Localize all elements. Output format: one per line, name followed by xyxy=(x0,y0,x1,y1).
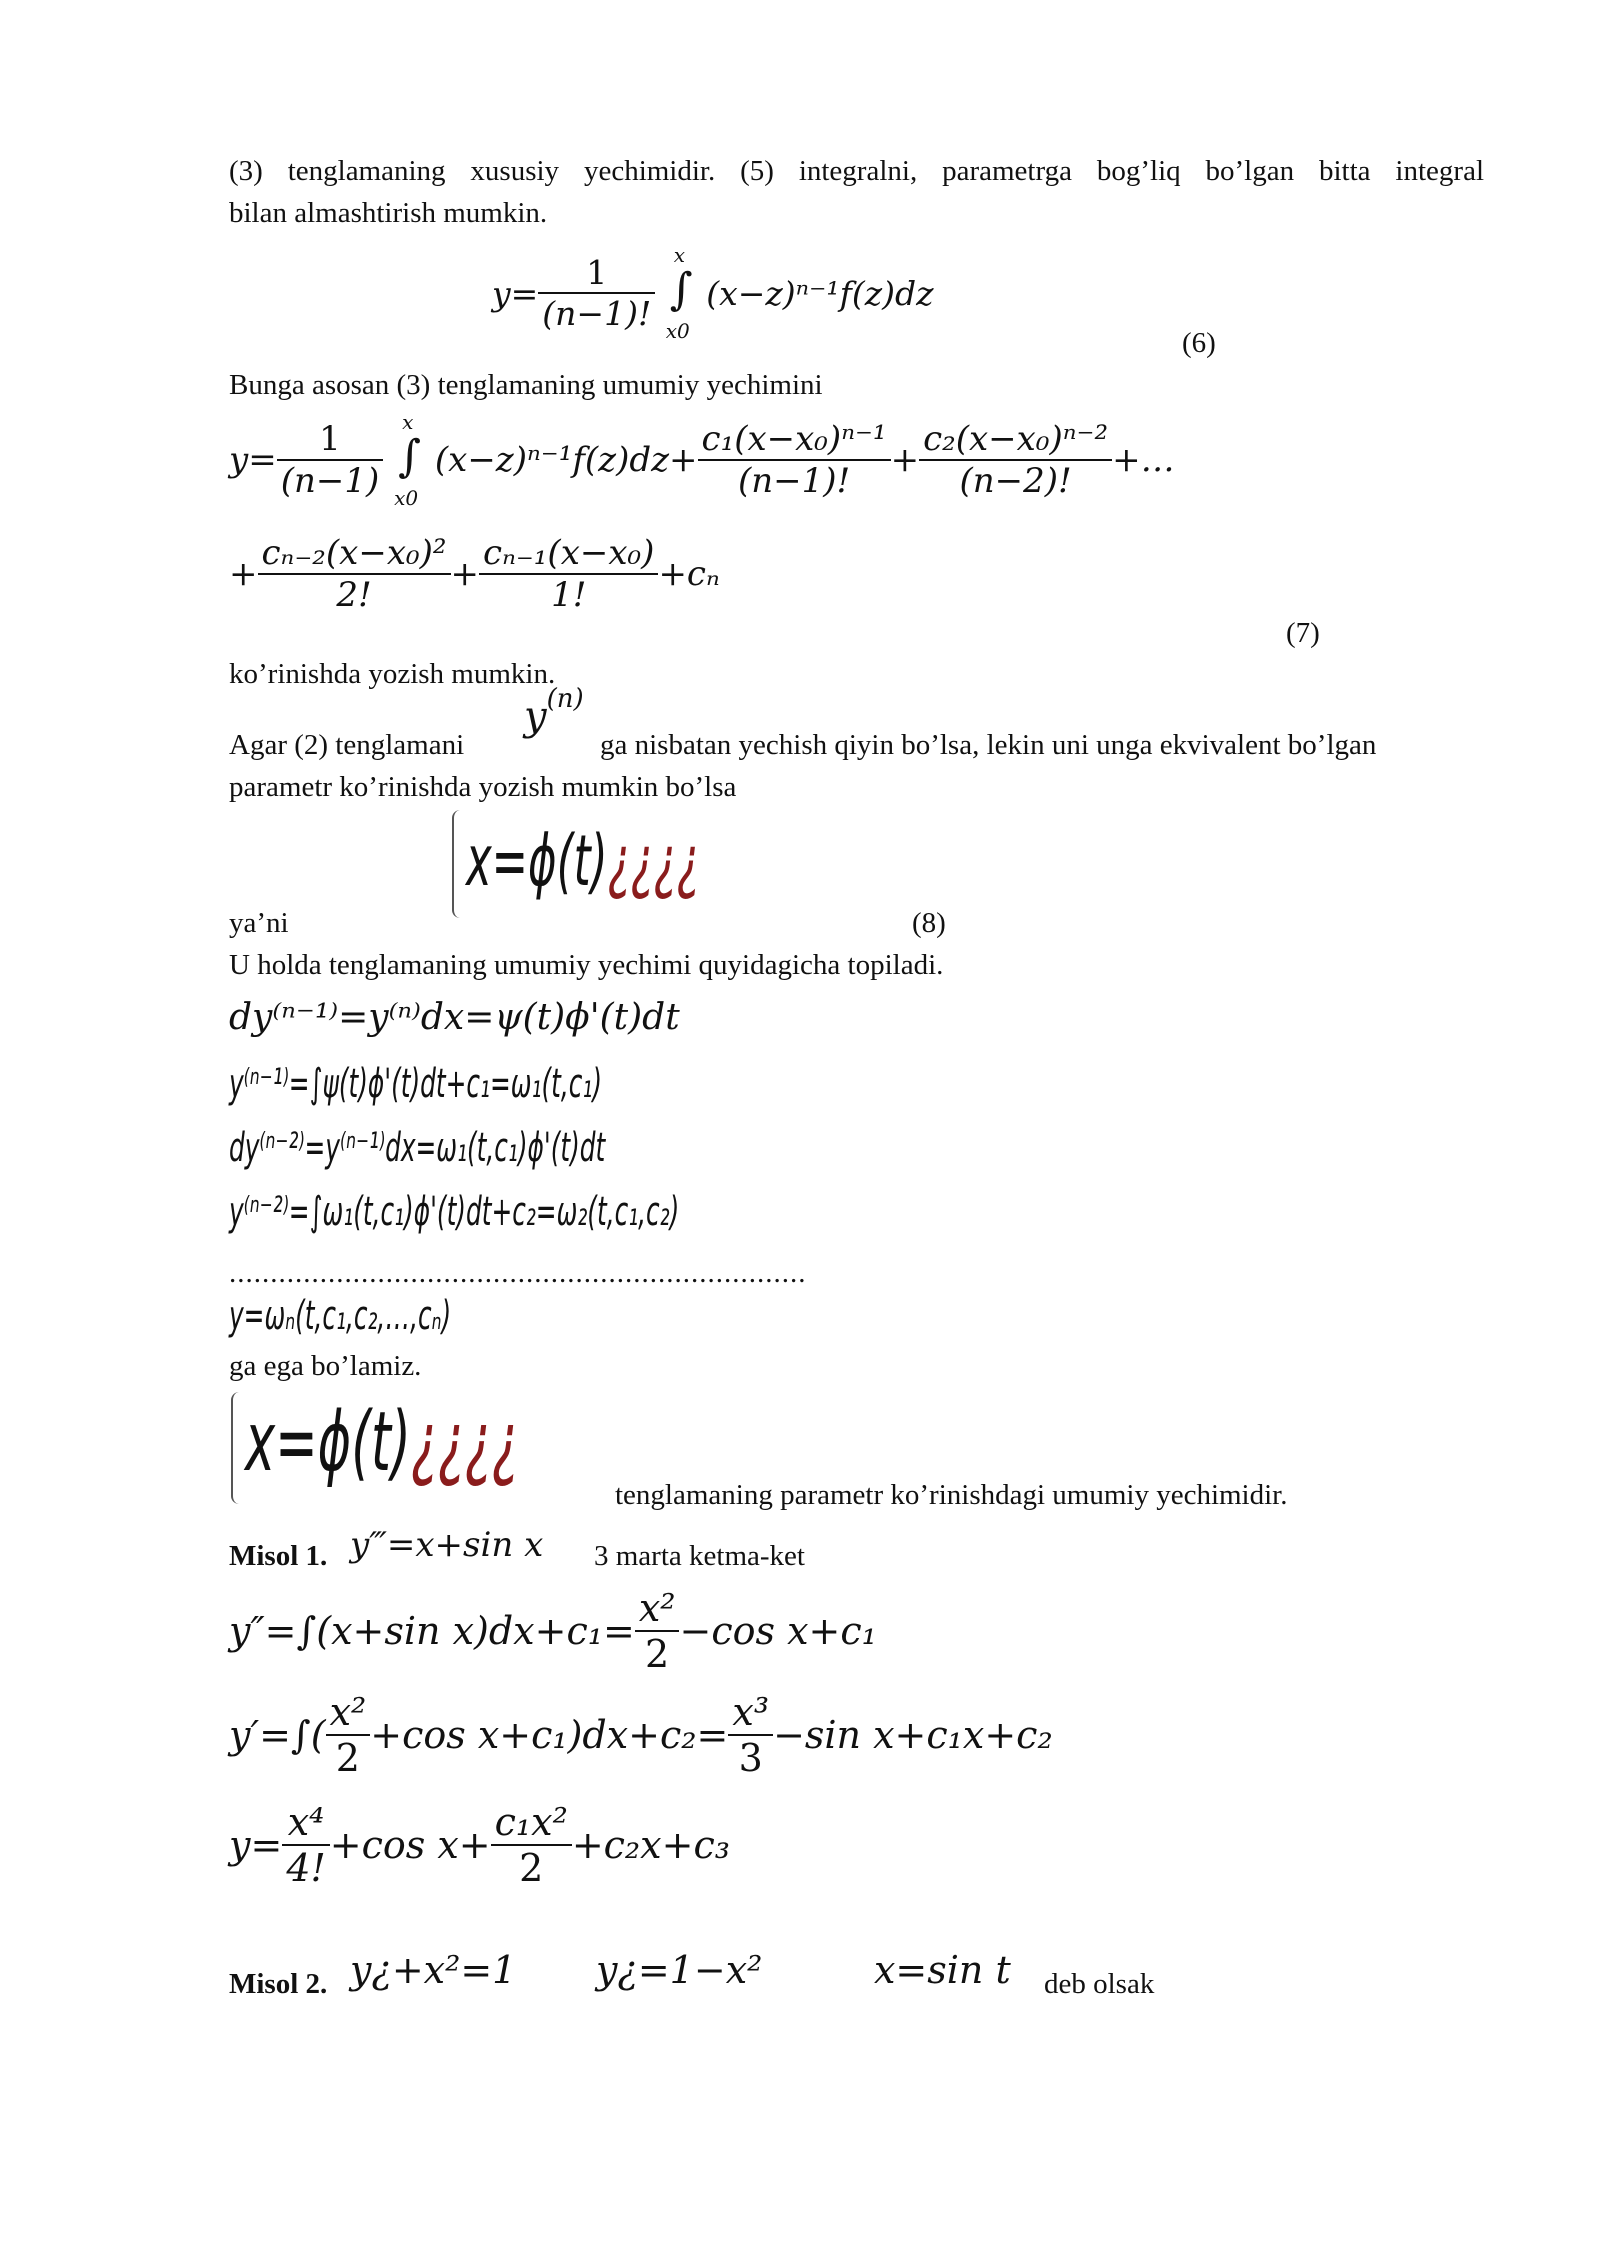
deriv1-numerator: x² xyxy=(635,1586,680,1632)
eq7-numerator-1: 1 xyxy=(277,419,384,461)
left-brace-icon xyxy=(231,1392,243,1504)
deriv2-fraction-2 xyxy=(728,1690,773,1780)
equation-number-7: (7) xyxy=(1286,617,1320,649)
step-equation-5: y=ωₙ(t,c₁,c₂,…,cₙ) xyxy=(229,1293,452,1339)
example-2-text: deb olsak xyxy=(1044,1968,1155,2000)
deriv3-denominator-2: 2 xyxy=(519,1846,544,1890)
eq7b-numerator-1: cₙ₋₂(x−x₀)² xyxy=(258,533,451,575)
y-n-base: y xyxy=(524,693,547,740)
eq6-integral xyxy=(666,243,696,343)
paragraph-2: Bunga asosan (3) tenglamaning umumiy yechimini xyxy=(229,369,823,401)
eq6-fraction xyxy=(538,253,655,333)
deriv3-numerator-2: c₁x² xyxy=(491,1800,572,1846)
equation-6 xyxy=(492,243,934,343)
paragraph-1-line-2: bilan almashtirish mumkin. xyxy=(229,197,548,229)
eq7b-fraction-2 xyxy=(479,533,658,615)
plus-sign: + xyxy=(229,554,258,594)
deriv1-fraction xyxy=(635,1586,680,1676)
parametric-system-8 xyxy=(466,816,700,906)
param2-garbled-chars: ¿¿¿¿ xyxy=(410,1395,519,1490)
paragraph-1-line-1: (3) tenglamaning xususiy yechimidir. (5) integralni, parametrga bog’liq bo’lgan bitta integral xyxy=(229,155,1484,187)
eq6-integral-upper: x xyxy=(673,243,685,267)
deriv2-tail: −sin x+c₁x+c₂ xyxy=(773,1713,1053,1757)
deriv2-numerator-1: x² xyxy=(326,1690,371,1736)
deriv2-mid: +cos x+c₁)dx+c₂= xyxy=(370,1713,729,1757)
eq7-denominator-1: (n−1) xyxy=(280,461,380,501)
example-2-label: Misol 2. xyxy=(229,1968,328,2000)
eq7-denominator-2: (n−1)! xyxy=(737,461,851,501)
step-equation-2: y⁽ⁿ⁻¹⁾=∫ψ(t)ϕ'(t)dt+c₁=ω₁(t,c₁) xyxy=(229,1061,603,1107)
integral-sign-icon: ∫ xyxy=(398,431,421,482)
dotted-separator: ...................................................................... xyxy=(229,1257,807,1289)
eq7b-tail: +cₙ xyxy=(658,554,720,594)
plus-sign: + xyxy=(450,554,480,594)
example-1-equation: y‴=x+sin x xyxy=(350,1525,544,1565)
eq7-fraction-3 xyxy=(919,419,1112,501)
y-n-symbol xyxy=(524,684,584,740)
eq7-fraction-2 xyxy=(698,419,891,501)
deriv2-numerator-2: x³ xyxy=(728,1690,773,1736)
eq6-numerator: 1 xyxy=(538,253,655,294)
paragraph-3: ko’rinishda yozish mumkin. xyxy=(229,658,556,690)
eq7-fraction-1 xyxy=(277,419,384,501)
integral-sign-icon: ∫ xyxy=(669,264,693,315)
y-n-superscript: (n) xyxy=(546,684,584,714)
eq7b-numerator-2: cₙ₋₁(x−x₀) xyxy=(479,533,658,575)
eq6-lhs: y= xyxy=(492,273,539,313)
paragraph-4-end: ga nisbatan yechish qiyin bo’lsa, lekin uni unga ekvivalent bo’lgan xyxy=(600,729,1377,761)
eq6-denominator: (n−1)! xyxy=(542,294,652,333)
deriv3-mid: +cos x+ xyxy=(329,1823,491,1867)
eq7-numerator-2: c₁(x−x₀)ⁿ⁻¹ xyxy=(698,419,891,461)
deriv3-lhs: y= xyxy=(229,1823,283,1867)
deriv3-denominator-1: 4! xyxy=(286,1846,326,1890)
eq6-body: (x−z)ⁿ⁻¹f(z)dz xyxy=(706,273,934,313)
param-equation-x: x=ϕ(t) xyxy=(466,820,608,902)
deriv1-tail: −cos x+c₁ xyxy=(679,1609,877,1653)
eq7-numerator-3: c₂(x−x₀)ⁿ⁻² xyxy=(919,419,1112,461)
deriv2-fraction-1 xyxy=(326,1690,371,1780)
step-equation-1: dy⁽ⁿ⁻¹⁾=y⁽ⁿ⁾dx=ψ(t)ϕ'(t)dt xyxy=(229,997,680,1038)
eq7-integral-upper: x xyxy=(402,410,414,434)
eq7-lhs: y= xyxy=(229,440,277,480)
paragraph-4-start: Agar (2) tenglamani xyxy=(229,729,465,761)
paragraph-8: tenglamaning parametr ko’rinishdagi umumiy yechimidir. xyxy=(615,1479,1288,1511)
paragraph-6: U holda tenglamaning umumiy yechimi quyidagicha topiladi. xyxy=(229,949,944,981)
derivation-line-1 xyxy=(229,1586,877,1676)
equation-number-8: (8) xyxy=(912,907,946,939)
equation-7-line-1 xyxy=(229,410,1175,510)
deriv2-denominator-2: 3 xyxy=(738,1736,763,1780)
example-1-text: 3 marta ketma-ket xyxy=(594,1540,805,1572)
deriv3-numerator-1: x⁴ xyxy=(282,1800,329,1846)
example-2-equation-2: y¿=1−x² xyxy=(596,1948,763,1992)
paragraph-7: ga ega bo’lamiz. xyxy=(229,1350,422,1382)
param-garbled-chars: ¿¿¿¿ xyxy=(607,820,700,902)
param2-equation-x: x=ϕ(t) xyxy=(245,1395,411,1490)
left-brace-icon xyxy=(452,810,464,918)
eq7b-denominator-1: 2! xyxy=(336,575,372,615)
deriv2-denominator-1: 2 xyxy=(335,1736,360,1780)
eq7-denominator-3: (n−2)! xyxy=(959,461,1072,501)
example-1-label: Misol 1. xyxy=(229,1540,328,1572)
equation-7-line-2 xyxy=(229,533,720,615)
derivation-line-2 xyxy=(229,1690,1053,1780)
deriv1-denominator: 2 xyxy=(645,1632,670,1676)
eq7-integral-lower: x0 xyxy=(394,486,419,510)
deriv1-lhs: y″=∫(x+sin x)dx+c₁= xyxy=(229,1609,635,1653)
step-equation-3: dy⁽ⁿ⁻²⁾=y⁽ⁿ⁻¹⁾dx=ω₁(t,c₁)ϕ'(t)dt xyxy=(229,1125,606,1171)
eq7b-fraction-1 xyxy=(258,533,451,615)
deriv2-lhs: y′=∫( xyxy=(229,1713,326,1757)
eq7b-denominator-2: 1! xyxy=(551,575,587,615)
equation-number-6: (6) xyxy=(1182,327,1216,359)
eq6-integral-lower: x0 xyxy=(665,319,690,343)
deriv3-fraction-2 xyxy=(491,1800,572,1890)
example-2-equation-3: x=sin t xyxy=(874,1948,1011,1992)
deriv3-fraction-1 xyxy=(282,1800,329,1890)
paragraph-5: ya’ni xyxy=(229,907,289,939)
eq7-integral xyxy=(394,410,424,510)
example-2-equation-1: y¿+x²=1 xyxy=(350,1948,517,1992)
paragraph-4-line-2: parametr ko’rinishda yozish mumkin bo’lsa xyxy=(229,771,737,803)
step-equation-4: y⁽ⁿ⁻²⁾=∫ω₁(t,c₁)ϕ'(t)dt+c₂=ω₂(t,c₁,c₂) xyxy=(229,1189,680,1235)
eq7-body: (x−z)ⁿ⁻¹f(z)dz+ xyxy=(434,440,698,480)
eq7-tail: +… xyxy=(1112,440,1175,480)
deriv3-tail: +c₂x+c₃ xyxy=(571,1823,730,1867)
derivation-line-3 xyxy=(229,1800,730,1890)
plus-sign: + xyxy=(890,440,920,480)
parametric-system-2 xyxy=(245,1393,519,1493)
